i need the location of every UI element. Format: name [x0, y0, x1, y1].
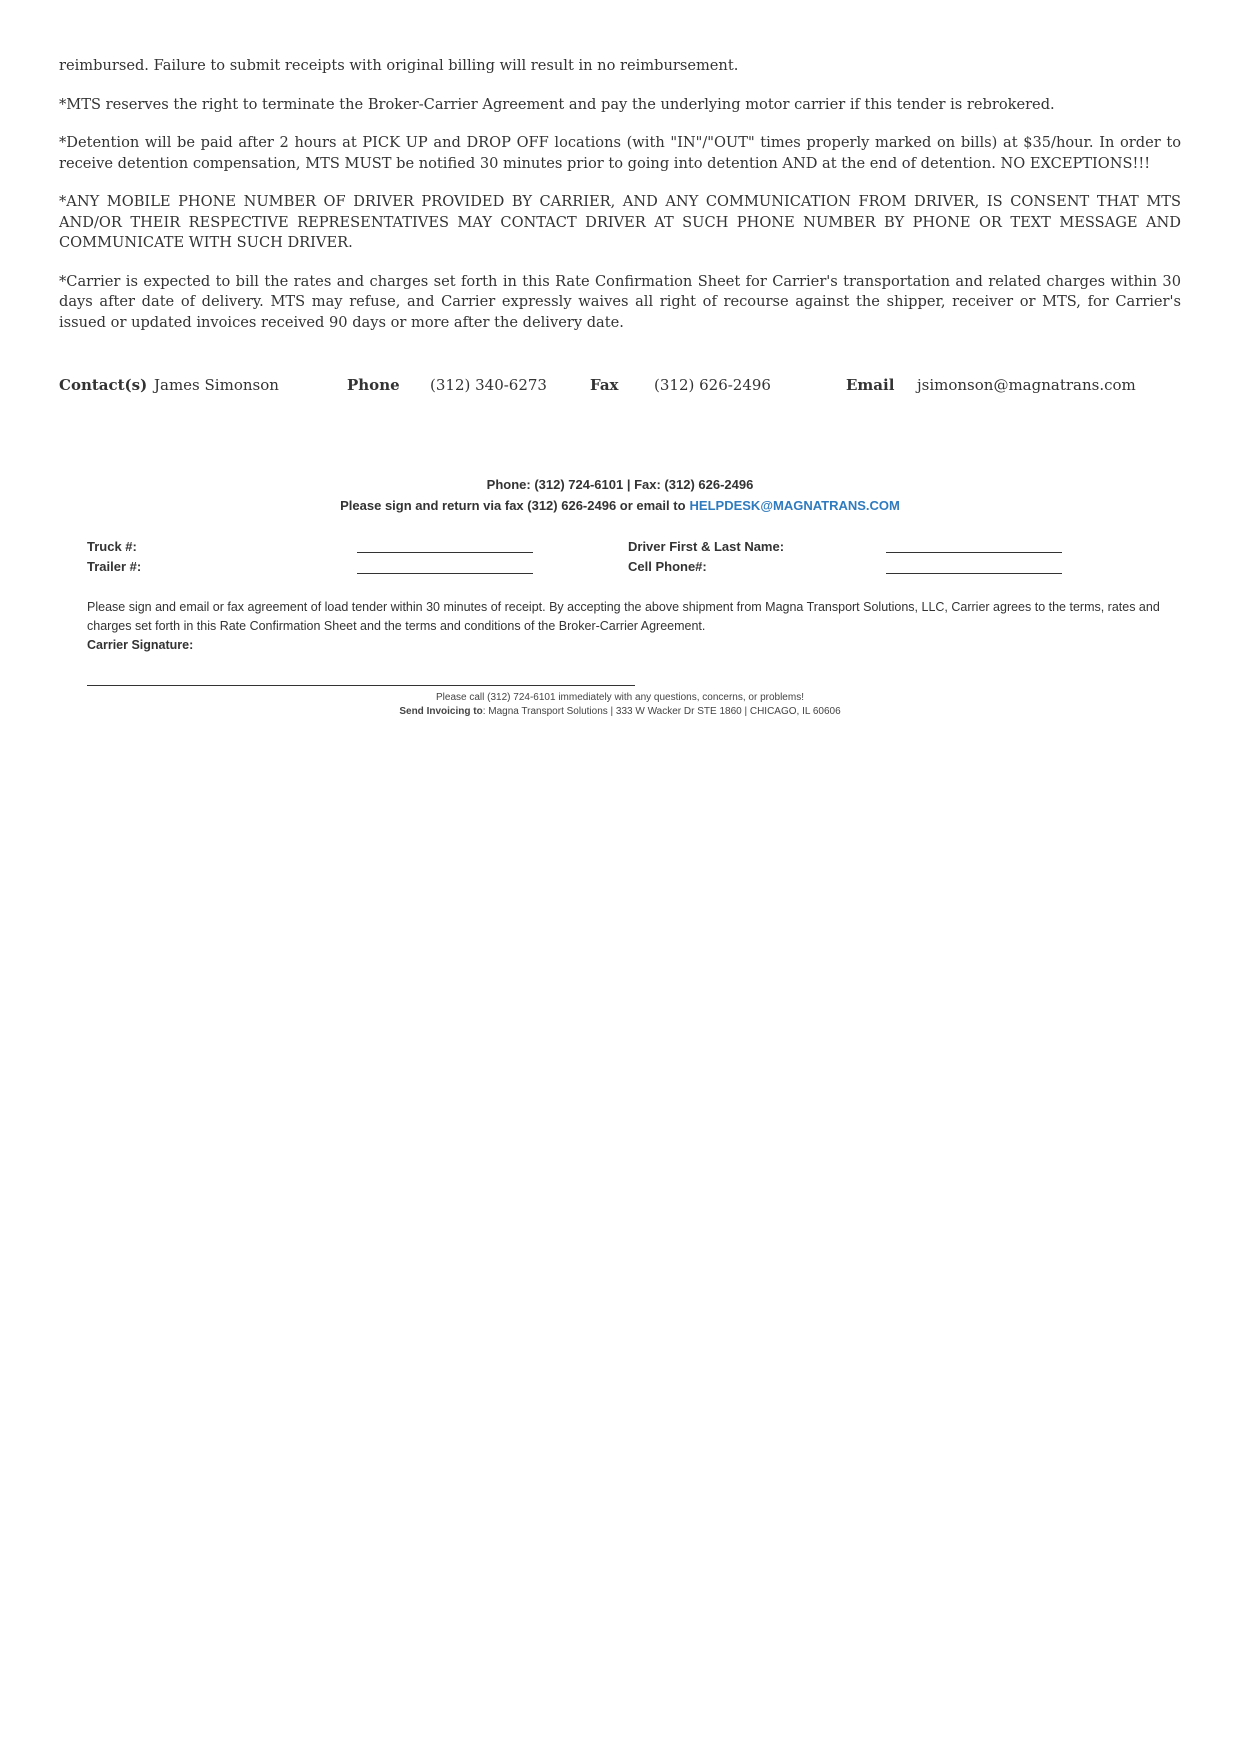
contact-label: Contact(s) — [59, 376, 148, 394]
agreement-block — [87, 598, 1187, 655]
phone-label: Phone — [347, 376, 400, 394]
invoicing-line — [0, 706, 1240, 717]
return-text: Please sign and return via fax (312) 626-2496 or email to — [340, 498, 686, 513]
contact-fax: (312) 626-2496 — [654, 376, 771, 394]
email-label: Email — [846, 376, 895, 394]
terms-section — [59, 56, 1181, 351]
terms-detention: *Detention will be paid after 2 hours at PICK UP and DROP OFF locations (with "IN"/"OUT" times properly marked on bills) at $35/hour. In order to receive detention compensation, MTS MUST be notified 30 minutes prior to going into detention AND at the end of detention. NO EXCEPTIONS!!! — [59, 134, 1181, 172]
carrier-signature-label: Carrier Signature: — [87, 638, 194, 652]
contact-phone: (312) 340-6273 — [430, 376, 547, 394]
fax-label: Fax — [590, 376, 619, 394]
invoicing-colon: : — [482, 706, 489, 717]
agreement-text: Please sign and email or fax agreement of load tender within 30 minutes of receipt. By accepting the above shipment from Magna Transport Solutions, LLC, Carrier agrees to the terms, rates and charges set forth in this Rate Confirmation Sheet and the terms and conditions of the Broker-Carrier Agreement. — [87, 600, 1160, 633]
trailer-label: Trailer #: — [87, 559, 142, 574]
terms-billing: *Carrier is expected to bill the rates and charges set forth in this Rate Confirmation Sheet for Carrier's transportation and related charges within 30 days after date of delivery. MTS may refuse, and Carrier expressly waives all right of recourse against the shipper, receiver or MTS, for Carrier's issued or updated invoices received 90 days or more after the delivery date. — [59, 272, 1181, 331]
contact-name: James Simonson — [154, 376, 279, 394]
terms-reimbursement: reimbursed. Failure to submit receipts with original billing will result in no reimbursement. — [59, 57, 739, 74]
driver-name-line[interactable] — [886, 552, 1062, 553]
carrier-signature-line[interactable] — [87, 685, 635, 686]
contact-email[interactable]: jsimonson@magnatrans.com — [917, 376, 1136, 394]
trailer-number-line[interactable] — [357, 573, 533, 574]
truck-label: Truck #: — [87, 539, 137, 554]
invoicing-label: Send Invoicing to — [399, 706, 483, 717]
return-instructions — [0, 498, 1240, 513]
truck-number-line[interactable] — [357, 552, 533, 553]
footer-phone-fax: Phone: (312) 724-6101 | Fax: (312) 626-2496 — [486, 477, 754, 492]
contact-row — [0, 376, 1240, 398]
cell-phone-line[interactable] — [886, 573, 1062, 574]
terms-phone-consent: *ANY MOBILE PHONE NUMBER OF DRIVER PROVIDED BY CARRIER, AND ANY COMMUNICATION FROM DRIVER, IS CONSENT THAT MTS AND/OR THEIR RESPECTIVE REPRESENTATIVES MAY CONTACT DRIVER AT SUCH PHONE NUMBER BY PHONE OR TEXT MESSAGE AND COMMUNICATE WITH SUCH DRIVER. — [59, 193, 1181, 251]
invoicing-address: Magna Transport Solutions | 333 W Wacker Dr STE 1860 | CHICAGO, IL 60606 — [488, 706, 841, 717]
cell-phone-label: Cell Phone#: — [628, 559, 707, 574]
call-notice: Please call (312) 724-6101 immediately with any questions, concerns, or problems! — [436, 692, 804, 703]
terms-rebrokered: *MTS reserves the right to terminate the Broker-Carrier Agreement and pay the underlying motor carrier if this tender is rebrokered. — [59, 95, 1055, 113]
helpdesk-email-link[interactable]: HELPDESK@MAGNATRANS.COM — [689, 498, 900, 513]
driver-name-label: Driver First & Last Name: — [628, 539, 785, 554]
